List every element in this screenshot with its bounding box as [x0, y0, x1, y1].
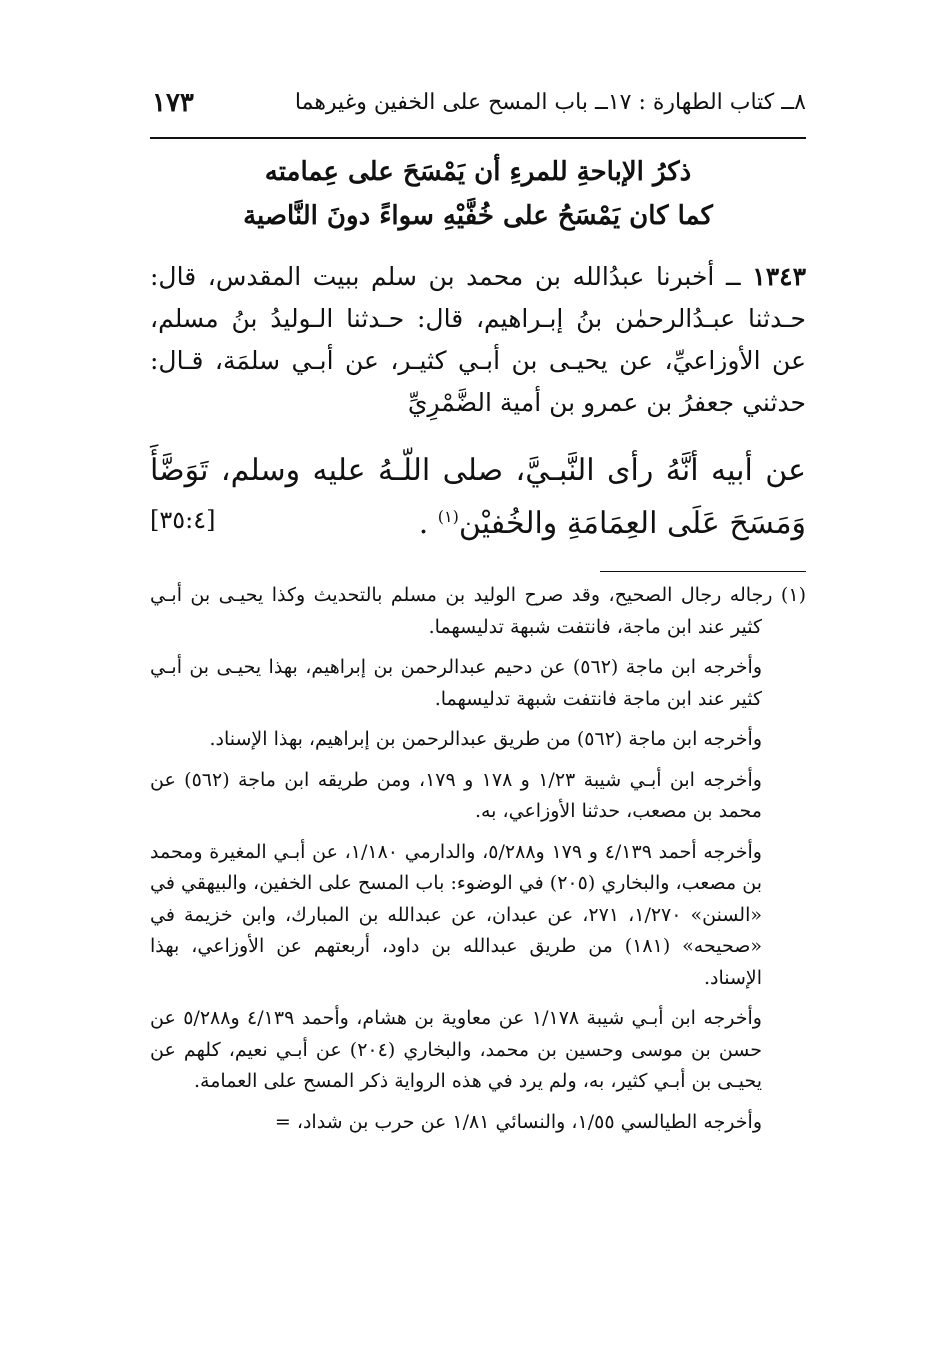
header-divider [150, 137, 806, 139]
footnote-paragraph: وأخرجه ابن ماجة (٥٦٢) عن دحيم عبدالرحمن بن إبراهيم، بهذا يحيـى بن أبـي كثير عند ابن ماجة فانتفت شبهة تدليسهما. [150, 656, 763, 710]
footnote-paragraph: وأخرجه ابن ماجة (٥٦٢) من طريق عبدالرحمن بن إبراهيم، بهذا الإسناد. [209, 728, 762, 750]
isnad-text: ــ أخبرنا عبدُالله بن محمد بن سلم ببيت المقدس، قال: حـدثنا عبـدُالرحمٰن بنُ إبـراهيم، قال: حـدثنا الـوليدُ بنُ مسلم، عن الأوزاعيِّ، عن يحيـى بن أبـي كثيـر، عن أبـي سلمَة، قـال: حدثني جعفرُ بن عمرو بن أمية الضَّمْرِيِّ [150, 262, 806, 417]
matn-end: . [418, 506, 438, 541]
running-header [150, 88, 806, 128]
hadith-matn [150, 448, 806, 547]
matn-text: عن أبيه أنَّهُ رأى النَّبـيَّ، صلى اللّـهُ عليه وسلم، تَوَضَّأَ وَمَسَحَ عَلَى العِمَامَةِ والخُفيْن [150, 453, 806, 541]
footnote-paragraph: وأخرجه ابن أبـي شيبة ١/٢٣ و ١٧٨ و ١٧٩، ومن طريقه ابن ماجة (٥٦٢) عن محمد بن مصعب، حدثنا الأوزاعي، به. [150, 768, 762, 822]
footnote-paragraph: وأخرجه ابن أبـي شيبة ١/١٧٨ عن معاوية بن هشام، وأحمد ٤/١٣٩ و٥/٢٨٨ عن حسن بن موسى وحسين بن محمد، والبخاري (٢٠٤) عن أبـي نعيم، كلهم عن يحيـى بن أبـي كثير، به، ولم يرد في هذه الرواية ذكر المسح على العمامة. [150, 1007, 762, 1092]
section-title-line-1: ذكرُ الإباحةِ للمرءِ أن يَمْسَحَ على عِمامته [264, 157, 692, 187]
chapter-heading: ٨ــ كتاب الطهارة : ١٧ــ باب المسح على الخفين وغيرهما [294, 90, 806, 115]
footnote-marker: (١) [437, 507, 459, 526]
hadith-number: ١٣٤٣ [752, 262, 807, 291]
footnote-paragraph: وأخرجه أحمد ٤/١٣٩ و ١٧٩ و٥/٢٨٨، والدارمي ١/١٨٠، عن أبـي المغيرة ومحمد بن مصعب، والبخاري (٢٠٥) في الوضوء: باب المسح على الخفين، والبيهقي في «السنن» ١/٢٧٠، ٢٧١، عن عبدان، عن عبدالله بن المبارك، وابن خزيمة في «صحيحه» (١٨١) من طريق عبدالله بن داود، أربعتهم عن الأوزاعي، بهذا الإسناد. [150, 840, 762, 989]
section-title [150, 150, 806, 238]
page-number: ١٧٣ [152, 88, 194, 118]
footnote-divider [600, 571, 806, 572]
footnote-paragraph: وأخرجه الطيالسي ١/٥٥، والنسائي ١/٨١ عن حرب بن شداد، = [274, 1110, 762, 1133]
reference-tag: [٣٥:٤] [150, 506, 216, 534]
section-title-line-2: كما كان يَمْسَحُ على خُفَّيْهِ سواءً دونَ النَّاصية [243, 201, 713, 231]
footnote-paragraph: (١) رجاله رجال الصحيح، وقد صرح الوليد بن مسلم بالتحديث وكذا يحيـى بن أبـي كثير عند ابن ماجة، فانتفت شبهة تدليسهما. [150, 584, 806, 638]
footnotes [150, 580, 806, 1147]
hadith-isnad [150, 256, 806, 424]
